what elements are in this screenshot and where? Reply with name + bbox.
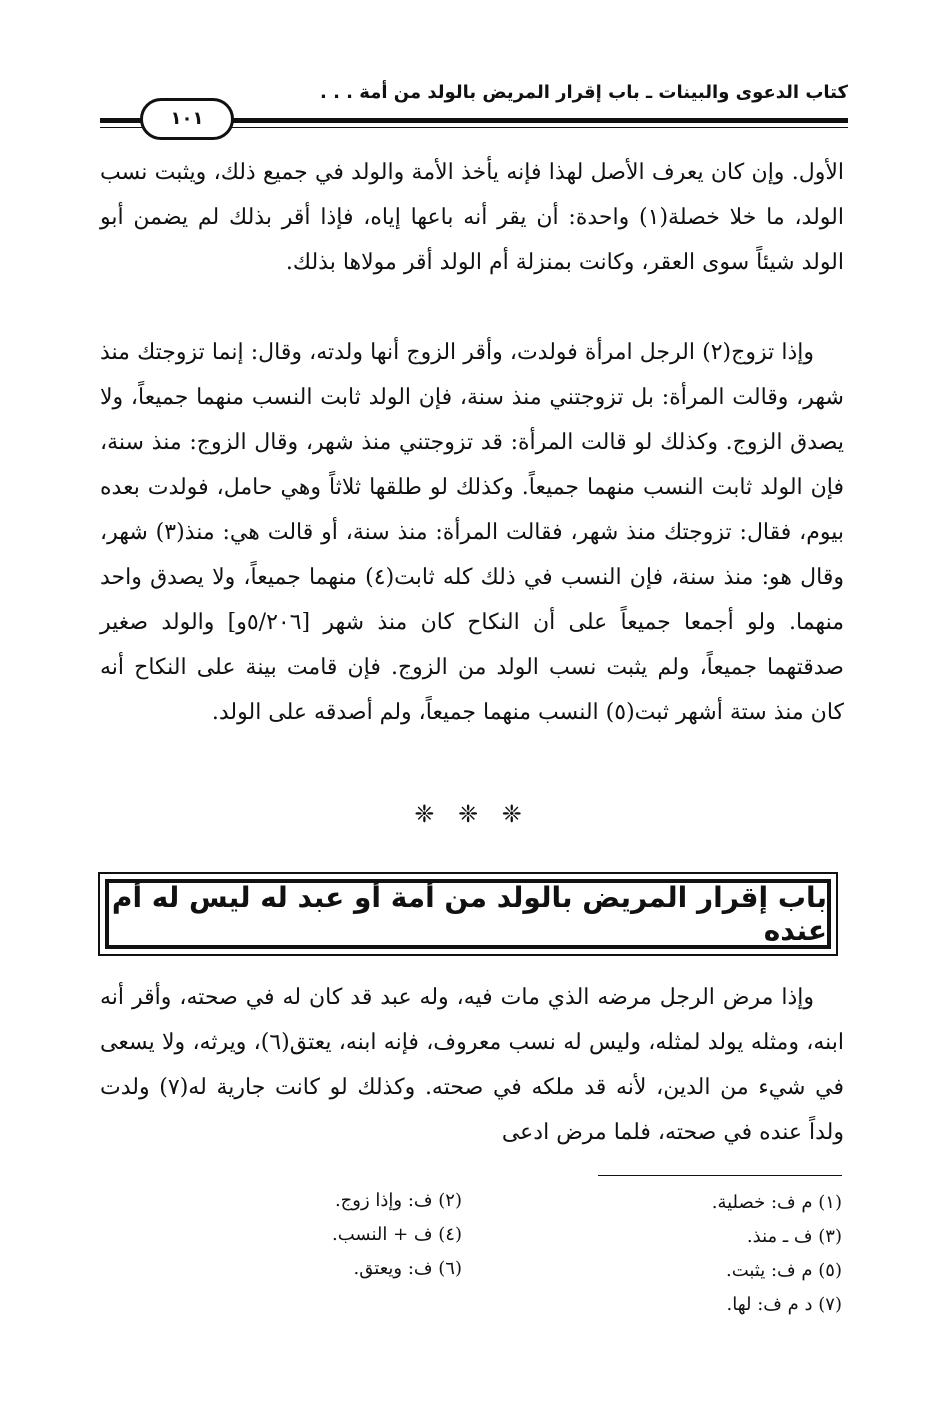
running-head-title: كتاب الدعوى والبينات ـ باب إقرار المريض بالولد من أمة . . . xyxy=(319,82,848,103)
section-heading-inner-border xyxy=(105,879,831,949)
footnote-2: (٢) ف: وإذا زوج. xyxy=(334,1190,462,1211)
footnote-4: (٤) ف + النسب. xyxy=(331,1224,462,1245)
paragraph-1 xyxy=(100,150,844,285)
footnotes-left-column xyxy=(200,1184,462,1286)
section-separator: ❈ ❈ ❈ xyxy=(414,800,530,828)
section-heading-frame xyxy=(98,872,838,956)
footnote-3: (٣) ف ـ منذ. xyxy=(746,1226,842,1247)
paragraph-2-text: وإذا تزوج(٢) الرجل امرأة فولدت، وأقر الزوج أنها ولدته، وقال: إنما تزوجتك منذ شهر، وقالت المرأة: بل تزوجتني منذ سنة، فإن الولد ثابت النسب منهما جميعاً، ولا يصدق الزوج. وكذلك لو قالت المرأة: قد تزوجتني منذ شهر، وقال الزوج: منذ سنة، فإن الولد ثابت النسب منهما جميعاً. وكذلك لو طلقها ثلاثاً وهي حامل، فولدت بعده بيوم، فقال: تزوجتك منذ شهر، فقالت المرأة: منذ سنة، أو قالت هي: منذ(٣) شهر، وقال هو: منذ سنة، فإن النسب في ذلك كله ثابت(٤) منهما جميعاً، ولا يصدق واحد منهما. ولو أجمعا جميعاً على أن النكاح كان منذ شهر [٥/٢٠٦و] والولد صغير صدقتهما جميعاً، ولم يثبت نسب الولد من الزوج. فإن قامت بينة على النكاح أنه كان منذ ستة أشهر ثبت(٥) النسب منهما جميعاً، ولم أصدقه على الولد. xyxy=(100,340,844,725)
footnote-rule xyxy=(598,1175,842,1176)
footnote-6: (٦) ف: ويعتق. xyxy=(353,1258,462,1279)
footnote-1: (١) م ف: خصلية. xyxy=(711,1192,842,1213)
footnote-7: (٧) د م ف: لها. xyxy=(726,1294,842,1315)
footnotes-right-column xyxy=(570,1186,842,1322)
paragraph-1-text: الأول. وإن كان يعرف الأصل لهذا فإنه يأخذ الأمة والولد في جميع ذلك، ويثبت نسب الولد، ما خلا خصلة(١) واحدة: أن يقر أنه باعها إياه، فإذا أقر بذلك لم يضمن أبو الولد شيئاً سوى العقر، وكانت بمنزلة أم الولد أقر مولاها بذلك. xyxy=(100,160,844,275)
paragraph-2 xyxy=(100,330,844,735)
paragraph-3-text: وإذا مرض الرجل مرضه الذي مات فيه، وله عبد قد كان له في صحته، وأقر أنه ابنه، ومثله يولد لمثله، وليس له نسب معروف، فإنه ابنه، يعتق(٦)، ويرثه، ولا يسعى في شيء من الدين، لأنه قد ملكه في صحته. وكذلك لو كانت جارية له(٧) ولدت ولداً عنده في صحته، فلما مرض ادعى xyxy=(100,985,845,1145)
paragraph-3 xyxy=(100,975,844,1155)
footnote-5: (٥) م ف: يثبت. xyxy=(725,1260,842,1281)
section-title: باب إقرار المريض بالولد من أمة أو عبد له ليس له أم عنده xyxy=(111,881,827,947)
page-number: ١٠١ xyxy=(140,98,234,140)
